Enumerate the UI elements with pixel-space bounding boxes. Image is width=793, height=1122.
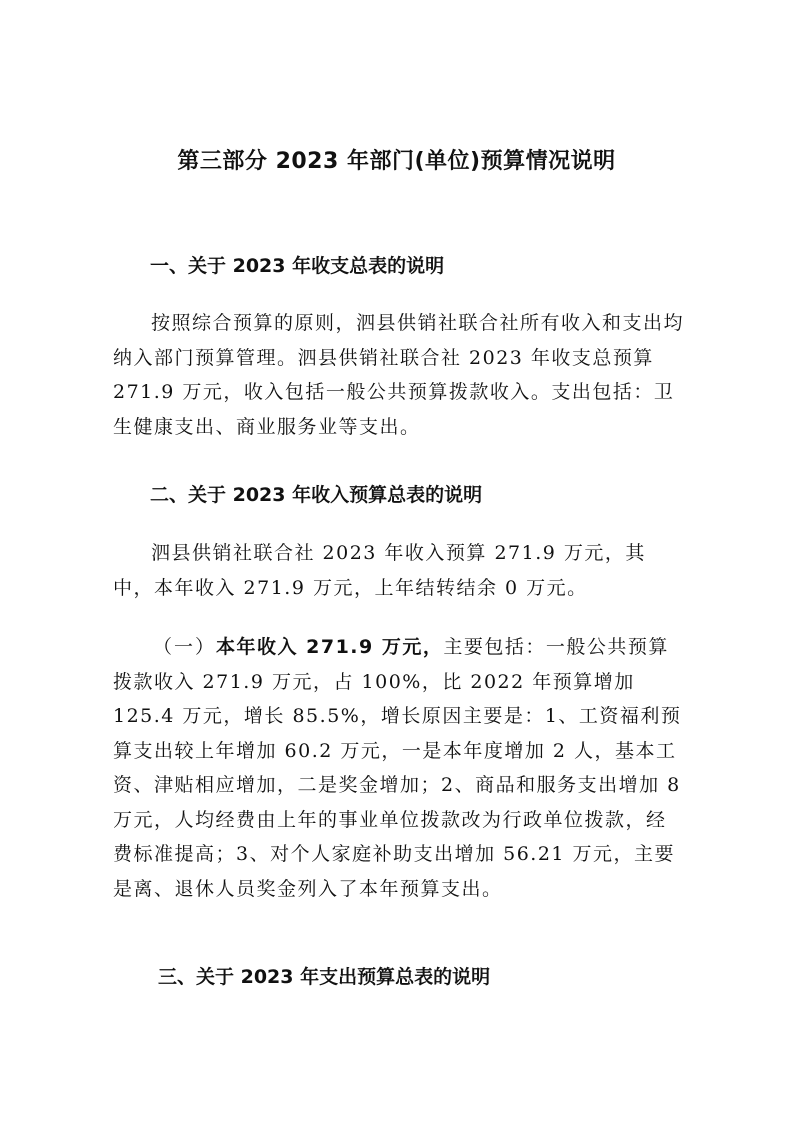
section-2-subsection-1 [113,630,686,906]
subsection-1-label: （一） [153,636,217,658]
section-1-heading: 一、关于 2023 年收支总表的说明 [150,255,445,277]
section-2-paragraph: 泗县供销社联合社 2023 年收入预算 271.9 万元，其中，本年收入 271.9 万元，上年结转结余 0 万元。 [113,542,646,599]
section-1-paragraph: 按照综合预算的原则，泗县供销社联合社所有收入和支出均纳入部门预算管理。泗县供销社联合社 2023 年收支总预算 271.9 万元，收入包括一般公共预算拨款收入。支出包括：卫生健康支出、商业服务业等支出。 [113,312,685,438]
subsection-1-text: 主要包括：一般公共预算拨款收入 271.9 万元，占 100%，比 2022 年预算增加 125.4 万元，增长 85.5%，增长原因主要是：1、工资福利预算支出较上年增加 60.2 万元，一是本年度增加 2 人，基本工资、津贴相应增加，二是奖金增加；2、商品和服务支出增加 8 万元，人均经费由上年的事业单位拨款改为行政单位拨款，经费标准提高；3、对个人家庭补助支出增加 56.21 万元，主要是离、退休人员奖金列入了本年预算支出。 [113,636,682,900]
page-title: 第三部分 2023 年部门(单位)预算情况说明 [177,149,616,174]
section-3-heading: 三、关于 2023 年支出预算总表的说明 [158,966,491,988]
section-2-heading: 二、关于 2023 年收入预算总表的说明 [150,484,483,506]
subsection-1-emphasis: 本年收入 271.9 万元， [216,636,444,658]
